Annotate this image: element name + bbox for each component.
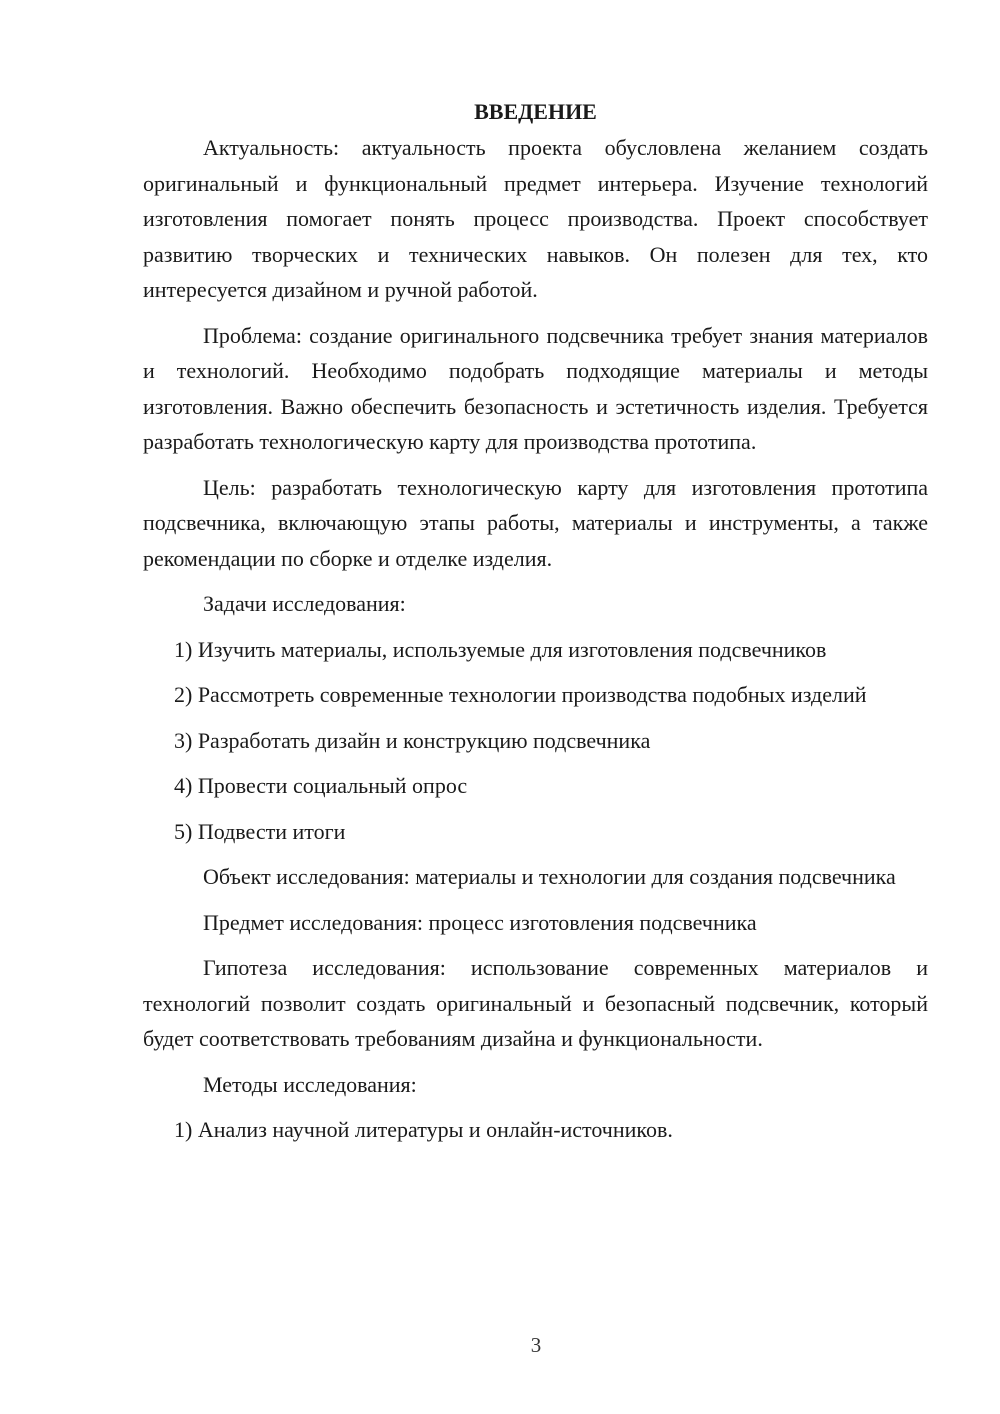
task-item-4: 4) Провести социальный опрос <box>174 773 468 798</box>
paragraph-tasks-heading: Задачи исследования: <box>203 591 406 616</box>
paragraph-goal: Цель: разработать технологическую карту для изготовления прототипа подсвечника, включающую этапы работы, материалы и инструменты, а также рекомендации по сборке и отделке изделия. <box>143 474 928 571</box>
paragraph-relevance: Актуальность: актуальность проекта обусловлена желанием создать оригинальный и функциональный предмет интерьера. Изучение технологий изготовления помогает понять процесс производства. Проект способствует развитию творческих и технических навыков. Он полезен для тех, кто интересуется дизайном и ручной работой. <box>143 135 928 302</box>
paragraph-hypothesis: Гипотеза исследования: использование современных материалов и технологий позволит создать оригинальный и безопасный подсвечник, который будет соответствовать требованиям дизайна и функциональности. <box>143 955 928 1051</box>
section-title: ВВЕДЕНИЕ <box>474 99 597 124</box>
task-item-5: 5) Подвести итоги <box>174 818 346 844</box>
paragraph-subject: Предмет исследования: процесс изготовления подсвечника <box>203 909 757 935</box>
page-number: 3 <box>530 1333 542 1357</box>
paragraph-problem: Проблема: создание оригинального подсвечника требует знания материалов и технологий. Необходимо подобрать подходящие материалы и методы изготовления. Важно обеспечить безопасность и эстетичность изделия. Требуется разработать технологическую карту для производства прототипа. <box>143 322 928 454</box>
task-item-1: 1) Изучить материалы, используемые для изготовления подсвечников <box>174 636 827 662</box>
page-content <box>143 94 928 1148</box>
paragraph-methods-heading: Методы исследования: <box>203 1071 417 1097</box>
task-item-3: 3) Разработать дизайн и конструкцию подсвечника <box>174 727 651 753</box>
paragraph-object: Объект исследования: материалы и технологии для создания подсвечника <box>203 864 896 889</box>
task-item-2: 2) Рассмотреть современные технологии производства подобных изделий <box>174 682 867 707</box>
method-item-1: 1) Анализ научной литературы и онлайн-источников. <box>174 1117 673 1142</box>
